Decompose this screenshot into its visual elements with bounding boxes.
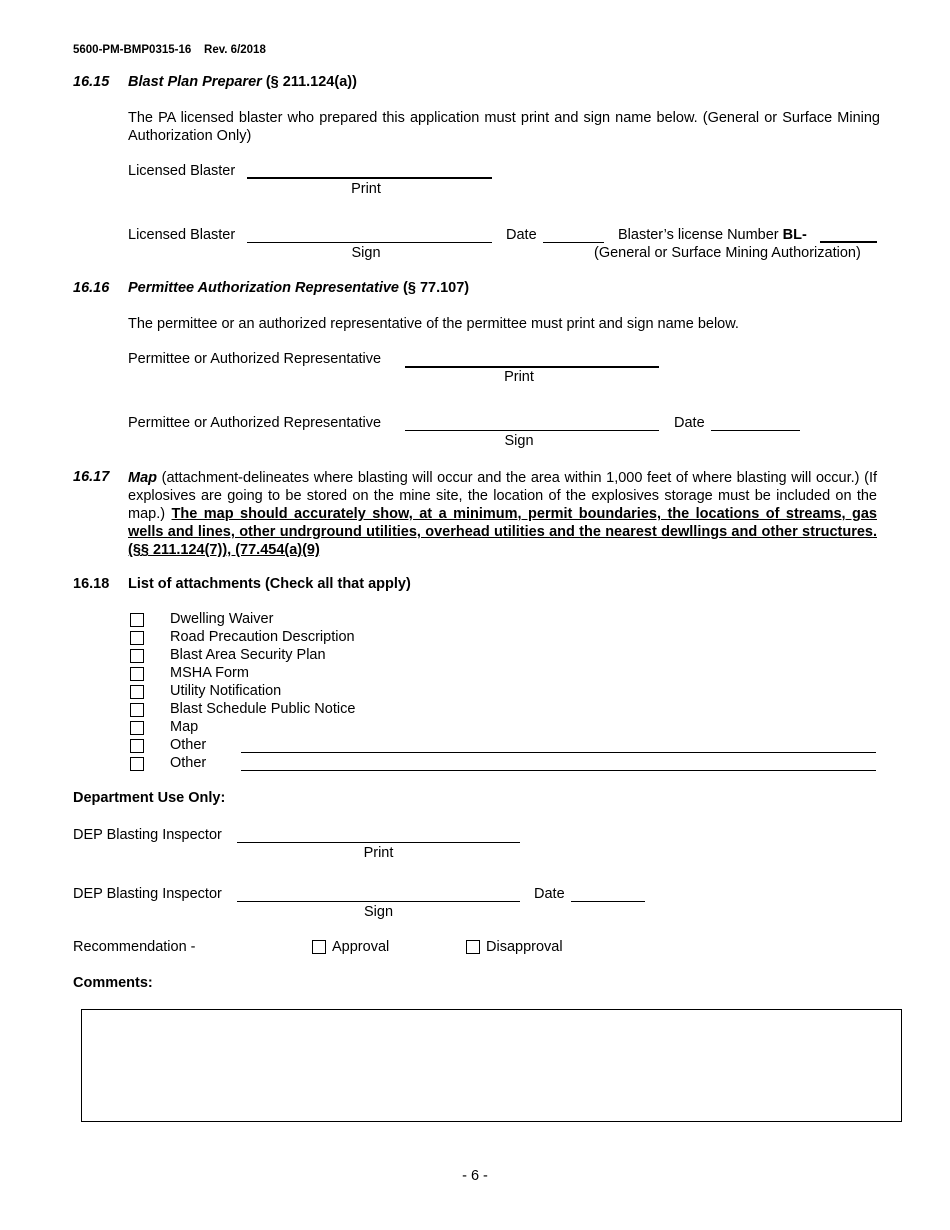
inspector-print-label: DEP Blasting Inspector bbox=[73, 827, 222, 843]
approval-checkbox[interactable] bbox=[312, 940, 326, 954]
section-16-16-title-ref: (§ 77.107) bbox=[403, 280, 470, 296]
permittee-print-field[interactable] bbox=[405, 366, 659, 368]
attachment-label: Utility Notification bbox=[170, 683, 282, 699]
attachment-label: Road Precaution Description bbox=[170, 629, 355, 645]
blaster-license-text: Blaster’s license Number bbox=[618, 227, 779, 243]
approval-label: Approval bbox=[332, 939, 390, 955]
attachment-label: MSHA Form bbox=[170, 665, 249, 681]
attachment-checkbox[interactable] bbox=[130, 703, 144, 717]
attachment-label: Other bbox=[170, 755, 207, 771]
attachment-checkbox[interactable] bbox=[130, 613, 144, 627]
permittee-print-caption: Print bbox=[504, 369, 534, 385]
recommendation-label: Recommendation - bbox=[73, 939, 196, 955]
licensed-blaster-date-label: Date bbox=[506, 227, 537, 243]
section-16-18-title: List of attachments (Check all that apply) bbox=[128, 576, 411, 592]
page-number: - 6 - bbox=[462, 1168, 488, 1184]
attachment-label: Blast Schedule Public Notice bbox=[170, 701, 356, 717]
inspector-print-field[interactable] bbox=[237, 842, 520, 843]
licensed-blaster-sign-caption: Sign bbox=[351, 245, 381, 261]
section-16-15-title-italic: Blast Plan Preparer bbox=[128, 74, 262, 90]
attachment-checkbox[interactable] bbox=[130, 631, 144, 645]
section-16-17-text bbox=[128, 469, 877, 559]
attachment-checkbox[interactable] bbox=[130, 667, 144, 681]
permittee-sign-label: Permittee or Authorized Representative bbox=[128, 415, 382, 431]
section-16-16-title bbox=[128, 280, 469, 296]
section-16-17-number: 16.17 bbox=[73, 469, 110, 485]
attachment-label: Dwelling Waiver bbox=[170, 611, 274, 627]
section-16-17-emphasis: The map should accurately show, at a minimum, permit boundaries, the locations of streams, gas wells and lines, other undrground utilities, overhead utilities and the nearest dewllings and other structures. (§§ 211.124(7)), (77.454(a)(9) bbox=[128, 506, 877, 558]
inspector-print-caption: Print bbox=[363, 845, 394, 861]
comments-label: Comments: bbox=[73, 975, 153, 991]
blaster-license-label bbox=[618, 227, 807, 243]
section-16-18-number: 16.18 bbox=[73, 576, 110, 592]
section-16-15-text: The PA licensed blaster who prepared this application must print and sign name below. (General or Surface Mining Authorization Only) bbox=[128, 110, 880, 144]
permittee-sign-field[interactable] bbox=[405, 430, 659, 431]
other-attachment-field[interactable] bbox=[241, 752, 876, 753]
blaster-license-note: (General or Surface Mining Authorization) bbox=[594, 245, 861, 261]
licensed-blaster-print-caption: Print bbox=[351, 181, 381, 197]
disapproval-checkbox[interactable] bbox=[466, 940, 480, 954]
other-attachment-field[interactable] bbox=[241, 770, 876, 771]
inspector-date-label: Date bbox=[534, 886, 565, 902]
disapproval-label: Disapproval bbox=[486, 939, 563, 955]
permittee-sign-caption: Sign bbox=[504, 433, 534, 449]
form-id: 5600-PM-BMP0315-16 bbox=[73, 44, 192, 56]
inspector-sign-field[interactable] bbox=[237, 901, 520, 902]
attachment-checkbox[interactable] bbox=[130, 685, 144, 699]
blaster-license-prefix: BL- bbox=[782, 227, 807, 243]
attachment-label: Map bbox=[170, 719, 199, 735]
licensed-blaster-sign-label: Licensed Blaster bbox=[128, 227, 236, 243]
section-16-17-title: Map bbox=[128, 470, 157, 486]
permittee-date-field[interactable] bbox=[711, 430, 800, 431]
section-16-16-title-italic: Permittee Authorization Representative bbox=[128, 280, 399, 296]
section-16-16-number: 16.16 bbox=[73, 280, 110, 296]
inspector-sign-caption: Sign bbox=[363, 904, 394, 920]
inspector-sign-label: DEP Blasting Inspector bbox=[73, 886, 222, 902]
form-header bbox=[73, 44, 266, 56]
permittee-date-label: Date bbox=[674, 415, 705, 431]
licensed-blaster-print-field[interactable] bbox=[247, 177, 492, 179]
licensed-blaster-sign-field[interactable] bbox=[247, 242, 492, 243]
attachment-checkbox[interactable] bbox=[130, 649, 144, 663]
permittee-print-label: Permittee or Authorized Representative bbox=[128, 351, 382, 367]
inspector-date-field[interactable] bbox=[571, 901, 645, 902]
attachment-label: Other bbox=[170, 737, 207, 753]
section-16-15-number: 16.15 bbox=[73, 74, 110, 90]
section-16-17-plain: (attachment-delineates where blasting will occur and the area within 1,000 feet of where blasting will occur.) (If explosives are going to be stored on the mine site, the location of the explosives storage must be included on the map.) bbox=[128, 470, 877, 522]
section-16-15-title bbox=[128, 74, 357, 90]
department-use-heading: Department Use Only: bbox=[73, 790, 226, 806]
attachment-checkbox[interactable] bbox=[130, 757, 144, 771]
attachment-checkbox[interactable] bbox=[130, 721, 144, 735]
licensed-blaster-date-field[interactable] bbox=[543, 242, 604, 243]
licensed-blaster-print-label: Licensed Blaster bbox=[128, 163, 236, 179]
form-revision: Rev. 6/2018 bbox=[204, 44, 266, 56]
section-16-15-title-ref: (§ 211.124(a)) bbox=[265, 74, 357, 90]
attachment-checkbox[interactable] bbox=[130, 739, 144, 753]
attachment-label: Blast Area Security Plan bbox=[170, 647, 326, 663]
comments-box[interactable] bbox=[81, 1009, 902, 1122]
blaster-license-number-field[interactable] bbox=[820, 241, 877, 243]
section-16-16-text: The permittee or an authorized representative of the permittee must print and sign name below. bbox=[128, 316, 739, 332]
